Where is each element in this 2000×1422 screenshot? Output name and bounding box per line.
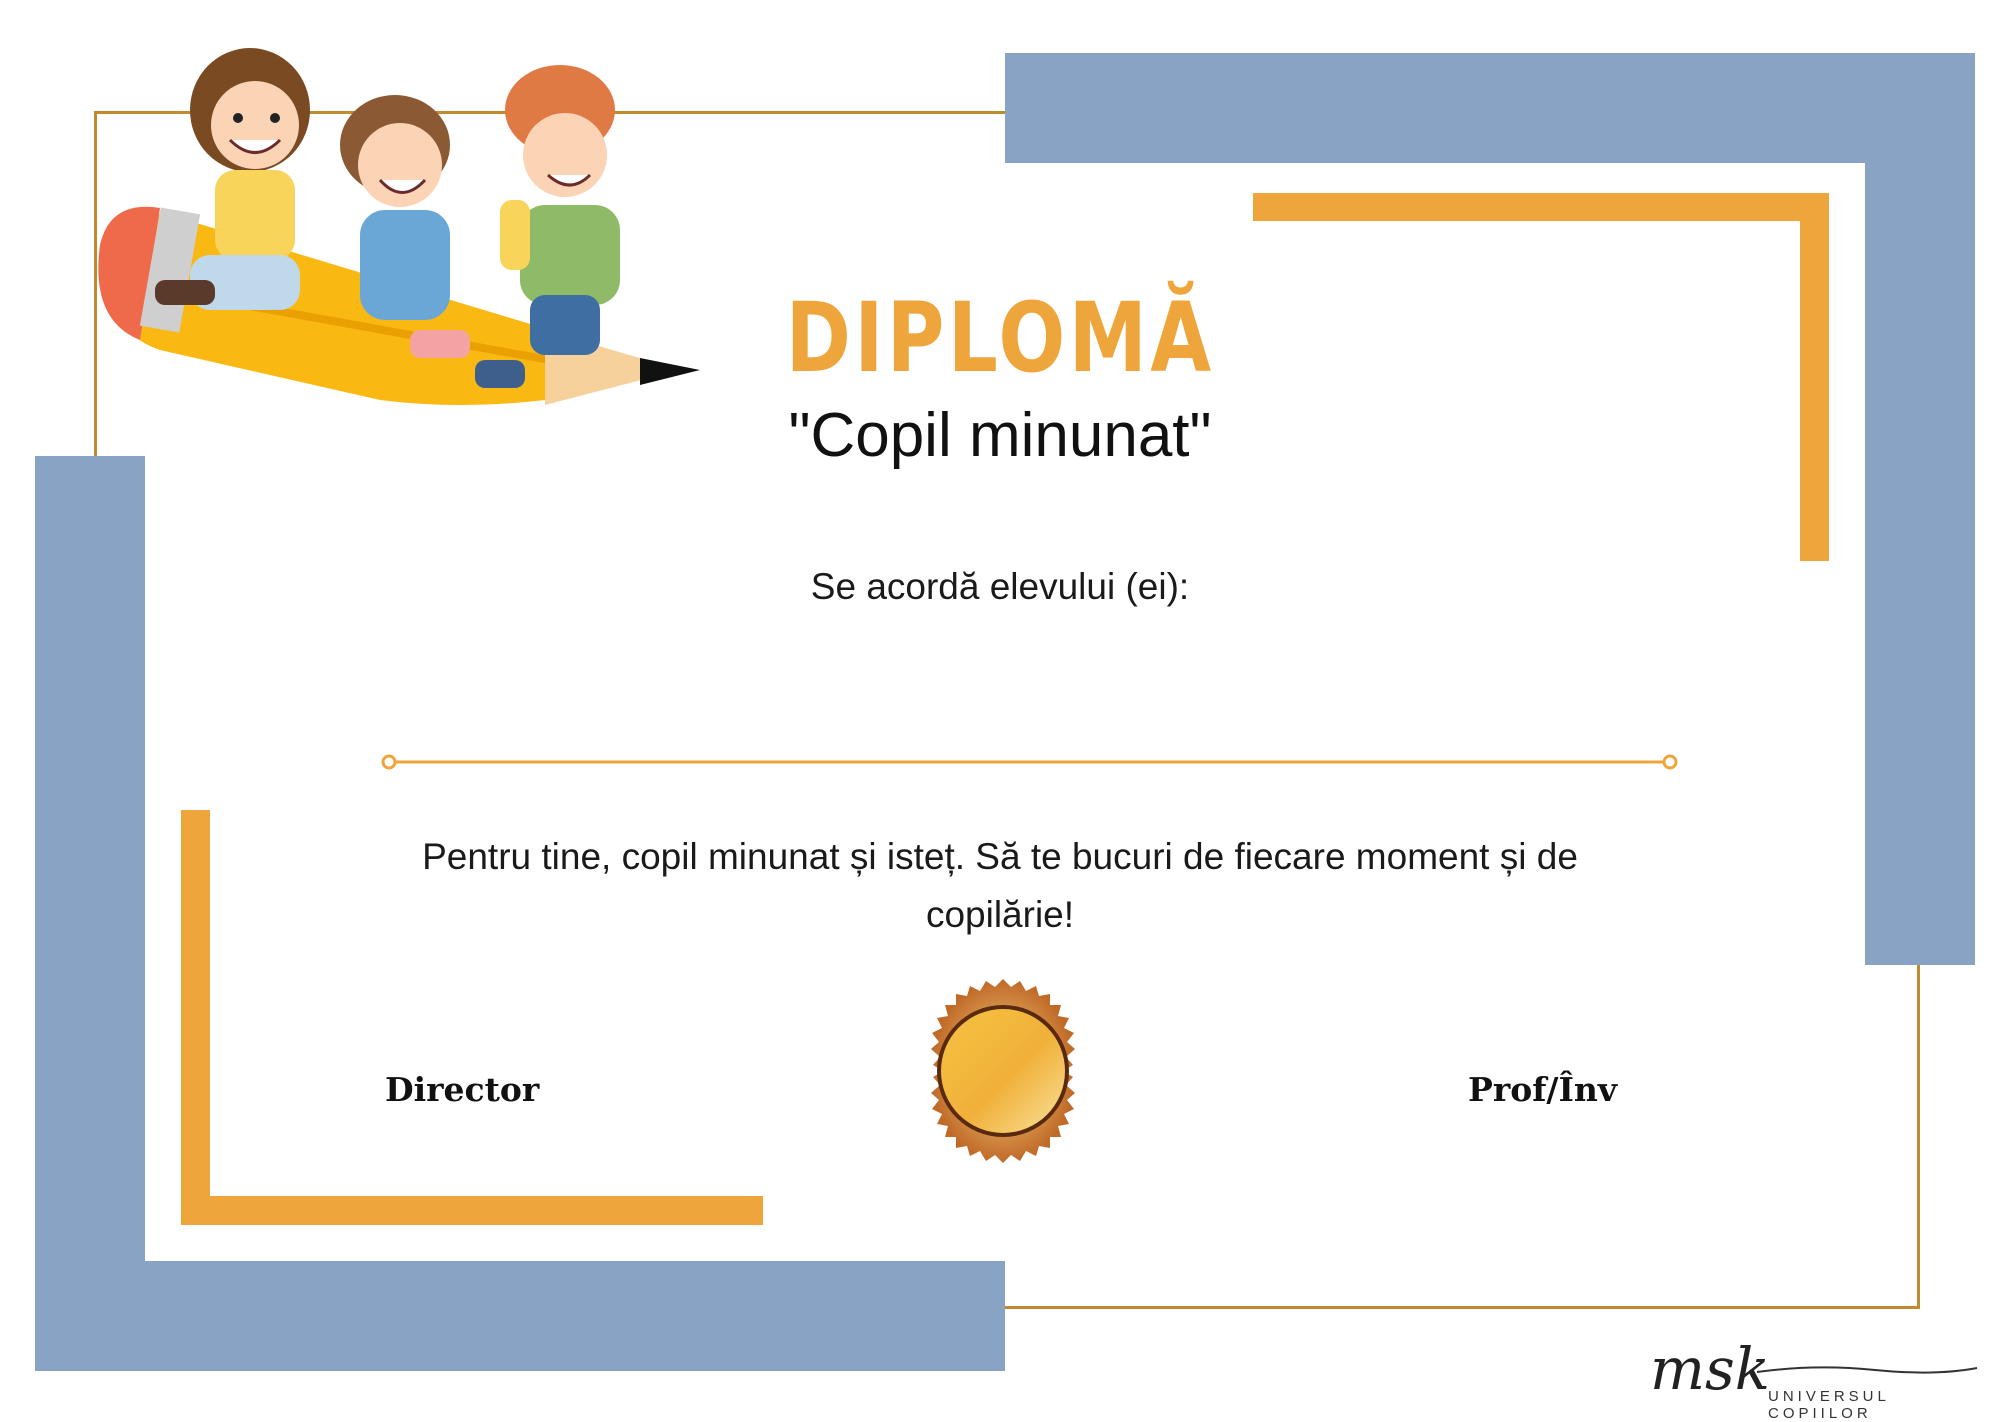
- awarded-to-label: Se acordă elevului (ei):: [810, 566, 1190, 607]
- brand-logo-swash: [1755, 1362, 1980, 1382]
- decor-blue-bottom-bar: [35, 1261, 1005, 1371]
- recipient-name-line: [380, 752, 1680, 772]
- decor-blue-top-bar: [1005, 53, 1975, 163]
- brand-logo-script: msk: [1650, 1335, 1770, 1403]
- signature-director-label: Director: [385, 1070, 540, 1109]
- decor-blue-right-bar: [1865, 53, 1975, 965]
- diploma-subtitle: "Copil minunat": [788, 401, 1212, 470]
- brand-tagline: UNIVERSUL COPIILOR: [1768, 1388, 1890, 1422]
- gold-seal-icon: [910, 978, 1096, 1164]
- signature-teacher-label: Prof/Înv: [1468, 1070, 1618, 1109]
- decor-orange-left-bar: [181, 810, 210, 1225]
- decor-orange-bottom-bar: [181, 1196, 763, 1225]
- diploma-message: Pentru tine, copil minunat și isteț. Să te bucuri de fiecare moment și de copilărie!: [422, 836, 1578, 935]
- decor-orange-top-bar: [1253, 193, 1829, 221]
- diploma-title: DIPLOMĂ: [785, 282, 1215, 394]
